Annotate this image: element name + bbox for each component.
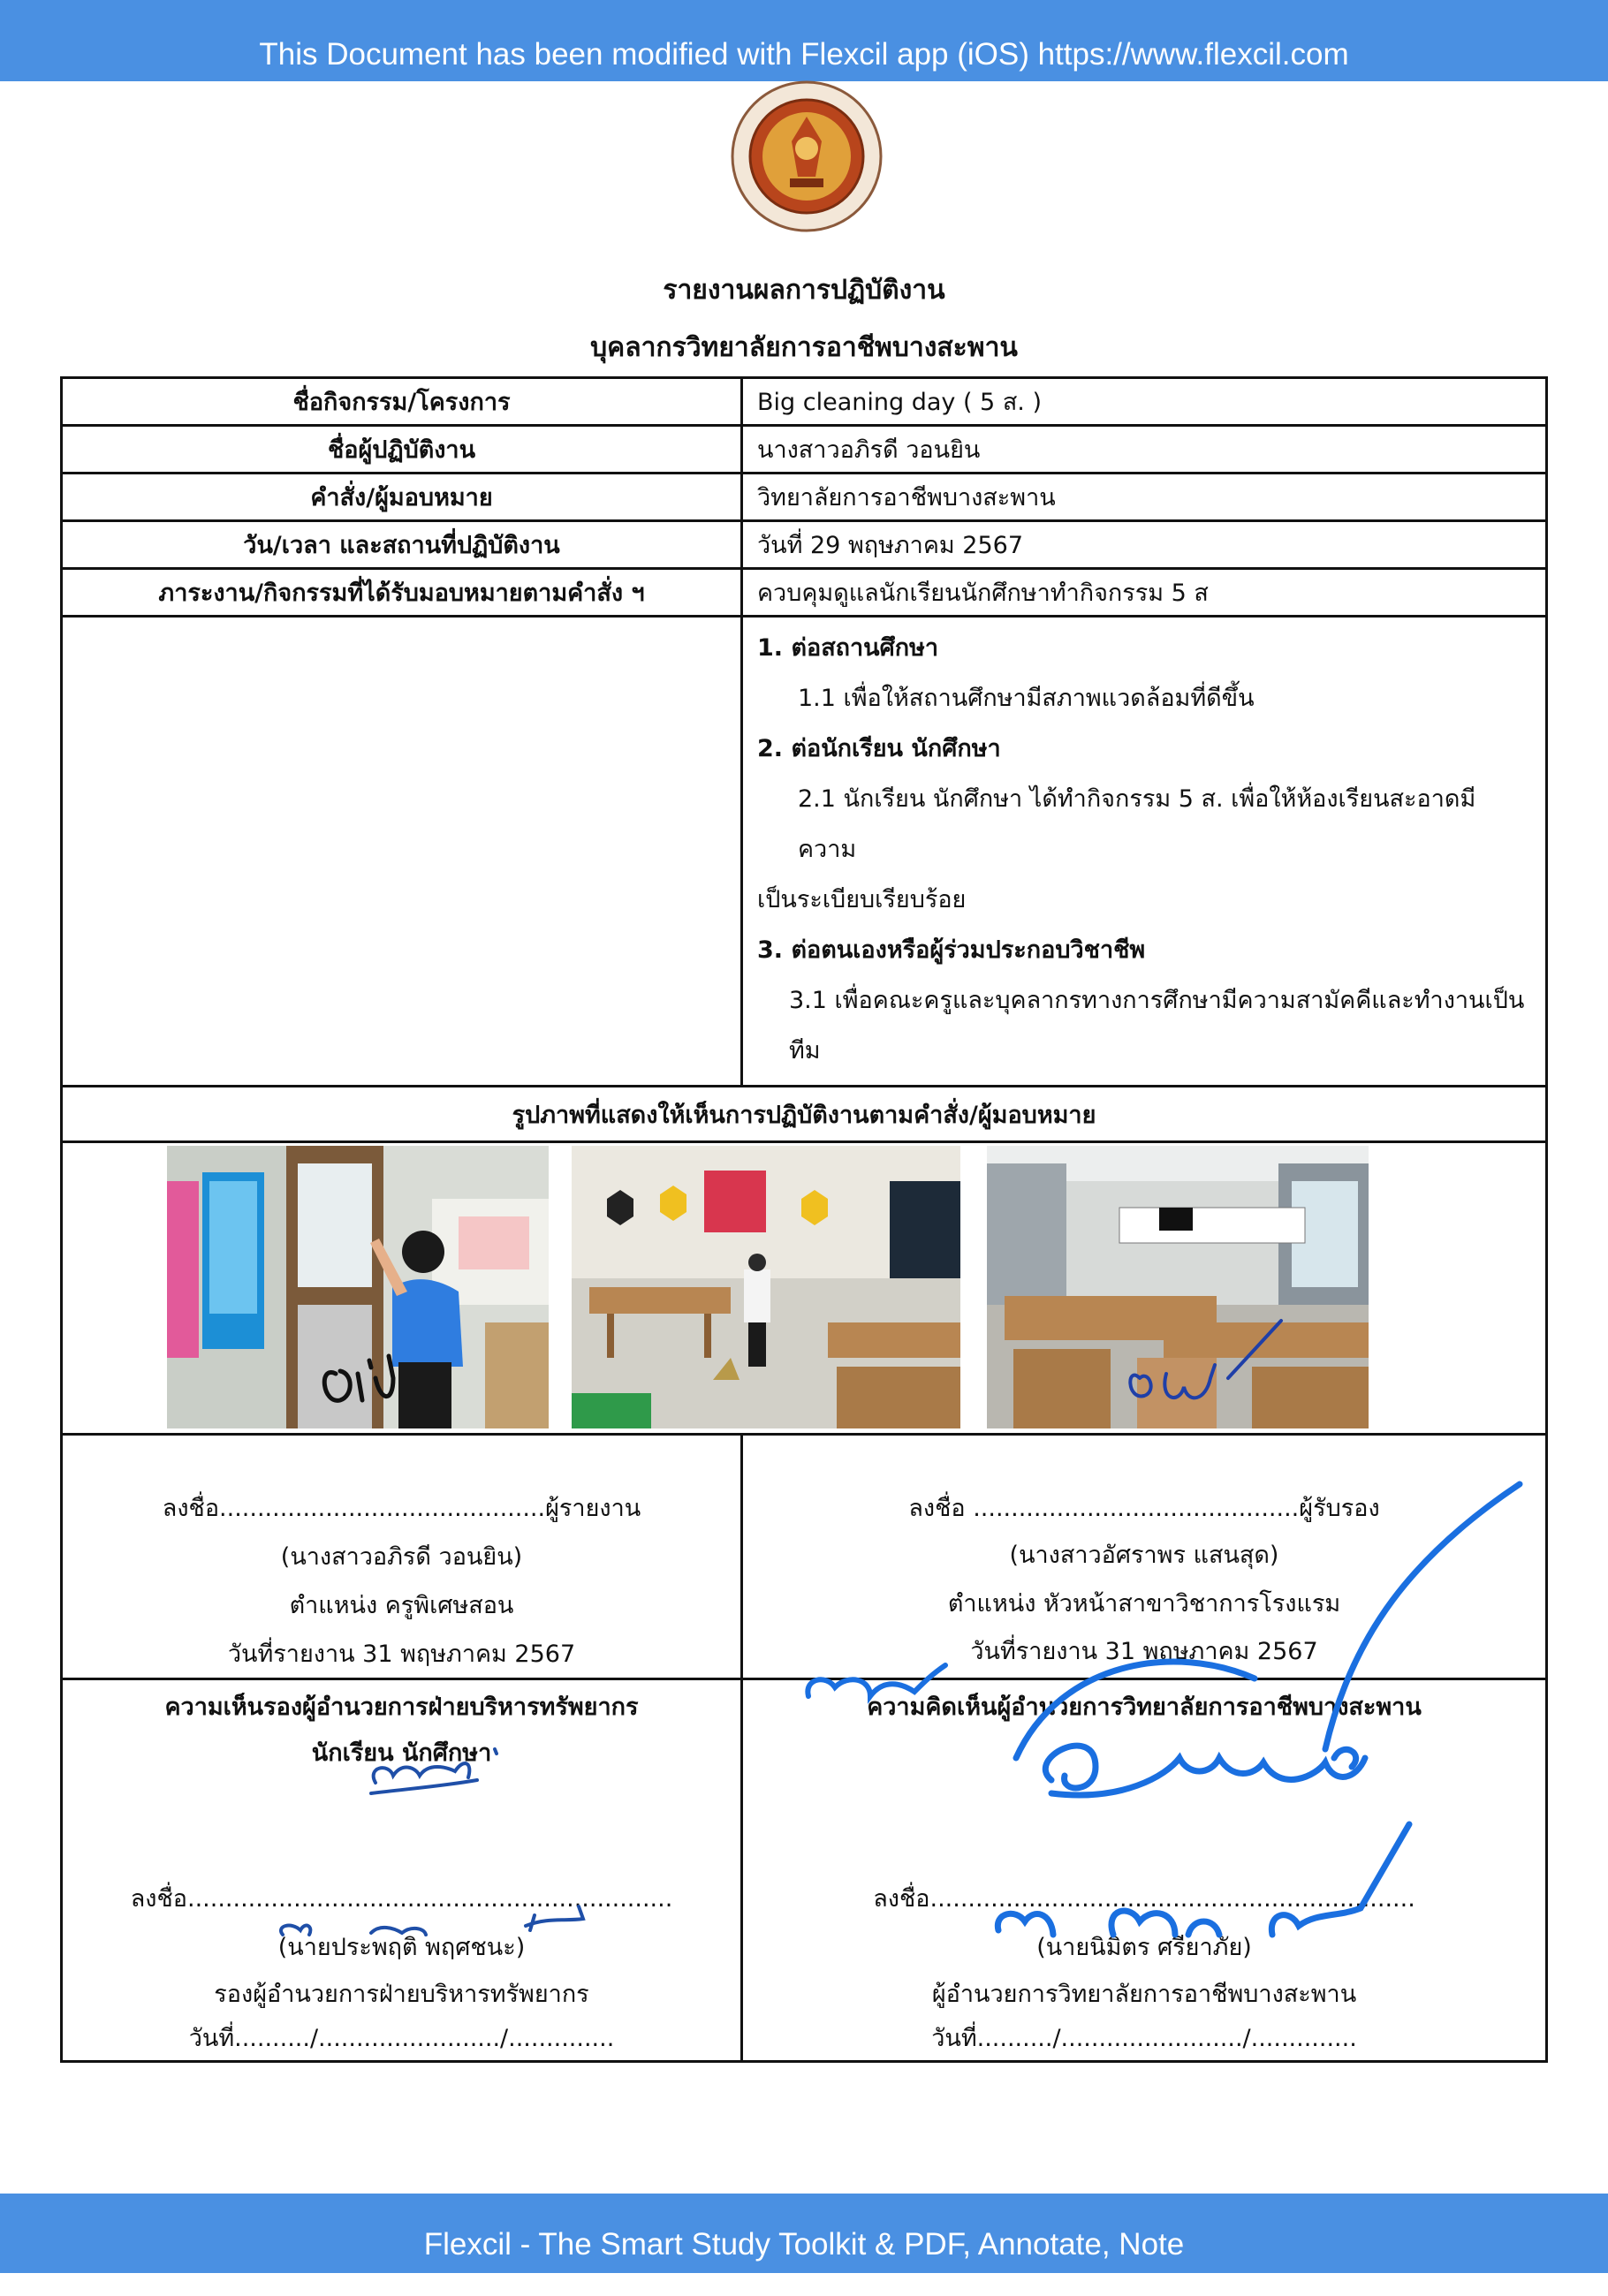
top-banner-text: This Document has been modified with Flexcil app (iOS) https://www.flexcil.com: [259, 37, 1349, 72]
certifier-signature-cell: [742, 1435, 1547, 1679]
assigner-label: คำสั่ง/ผู้มอบหมาย: [62, 474, 742, 521]
certifier-date: วันที่รายงาน 31 พฤษภาคม 2567: [970, 1638, 1318, 1665]
objective-item-2-1-cont: เป็นระเบียบเรียบร้อย: [757, 886, 967, 913]
objectives-row: [62, 617, 1547, 1087]
director-name: (นายนิมิตร ศรียาภัย): [1036, 1934, 1252, 1961]
certifier-name: (นางสาวอัศราพร แสนสุด): [1009, 1542, 1279, 1569]
report-title: รายงานผลการปฏิบัติงาน: [663, 275, 945, 306]
table-row: [62, 521, 1547, 569]
director-sign-line: ลงชื่อ................................................................: [873, 1885, 1415, 1913]
reporter-sign-line: ลงชื่อ...........................................ผู้รายงาน: [162, 1495, 641, 1522]
photos-row: [62, 1142, 1547, 1435]
deputy-position: รองผู้อำนวยการฝ่ายบริหารทรัพยากร: [214, 1981, 589, 2008]
director-date-line: วันที่........../......................../..............: [931, 2025, 1357, 2052]
objective-item-3-1: 3.1 เพื่อคณะครูและบุคลากรทางการศึกษามีความสามัคคีและทำงานเป็นทีม: [789, 987, 1525, 1065]
table-row: [62, 378, 1547, 426]
deputy-date-line: วันที่........../......................../..............: [188, 2025, 615, 2052]
deputy-heading: ความเห็นรองผู้อำนวยการฝ่ายบริหารทรัพยากร: [164, 1694, 639, 1721]
opinion-row: [62, 1679, 1547, 2062]
certifier-sign-line: ลงชื่อ ...........................................ผู้รับรอง: [908, 1495, 1380, 1522]
activity-photo-2: [572, 1146, 960, 1428]
activity-value: Big cleaning day ( 5 ส. ): [742, 378, 1547, 426]
signature-row: [62, 1435, 1547, 1679]
objectives-label-empty: [62, 617, 742, 1087]
reporter-signature-cell: [62, 1435, 742, 1679]
college-seal-logo: [714, 80, 899, 234]
deputy-name: (นายประพฤติ พฤศชนะ): [277, 1934, 526, 1961]
date-place-value: วันที่ 29 พฤษภาคม 2567: [742, 521, 1547, 569]
director-heading: ความคิดเห็นผู้อำนวยการวิทยาลัยการอาชีพบางสะพาน: [867, 1694, 1422, 1721]
activity-photo-1: [167, 1146, 549, 1428]
report-table: [60, 376, 1548, 2063]
task-value: ควบคุมดูแลนักเรียนนักศึกษาทำกิจกรรม 5 ส: [742, 569, 1547, 617]
objective-heading-1: 1. ต่อสถานศึกษา: [757, 634, 939, 662]
activity-photo-3: [987, 1146, 1369, 1428]
table-row: [62, 474, 1547, 521]
bottom-banner-text: Flexcil - The Smart Study Toolkit & PDF, Annotate, Note: [423, 2227, 1185, 2262]
assigner-value: วิทยาลัยการอาชีพบางสะพาน: [742, 474, 1547, 521]
date-place-label: วัน/เวลา และสถานที่ปฏิบัติงาน: [62, 521, 742, 569]
deputy-sign-line: ลงชื่อ................................................................: [130, 1885, 673, 1913]
reporter-position: ตำแหน่ง ครูพิเศษสอน: [289, 1592, 514, 1619]
certifier-position: ตำแหน่ง หัวหน้าสาขาวิชาการโรงแรม: [947, 1590, 1341, 1618]
director-opinion-cell: [742, 1679, 1547, 2062]
task-label: ภาระงาน/กิจกรรมที่ได้รับมอบหมายตามคำสั่ง ฯ: [62, 569, 742, 617]
photos-heading: รูปภาพที่แสดงให้เห็นการปฏิบัติงานตามคำสั่ง/ผู้มอบหมาย: [62, 1087, 1547, 1142]
flexcil-top-banner: [0, 0, 1608, 81]
objectives-cell: [742, 617, 1547, 1087]
worker-label: ชื่อผู้ปฏิบัติงาน: [62, 426, 742, 474]
flexcil-bottom-banner: [0, 2194, 1608, 2273]
reporter-name: (นางสาวอภิรดี วอนยิน): [280, 1543, 523, 1571]
objective-heading-3: 3. ต่อตนเองหรือผู้ร่วมประกอบวิชาชีพ: [757, 936, 1146, 964]
table-row: [62, 569, 1547, 617]
photos-cell: [62, 1142, 1547, 1435]
photos-heading-row: [62, 1087, 1547, 1142]
worker-value: นางสาวอภิรดี วอนยิน: [742, 426, 1547, 474]
reporter-date: วันที่รายงาน 31 พฤษภาคม 2567: [227, 1641, 576, 1668]
deputy-opinion-cell: [62, 1679, 742, 2062]
objective-heading-2: 2. ต่อนักเรียน นักศึกษา: [757, 735, 1001, 762]
report-subtitle: บุคลากรวิทยาลัยการอาชีพบางสะพาน: [590, 332, 1018, 363]
director-position: ผู้อำนวยการวิทยาลัยการอาชีพบางสะพาน: [931, 1981, 1357, 2008]
objective-item-2-1: 2.1 นักเรียน นักศึกษา ได้ทำกิจกรรม 5 ส. เพื่อให้ห้องเรียนสะอาดมีความ: [798, 785, 1476, 863]
deputy-heading-cont: นักเรียน นักศึกษา: [311, 1739, 492, 1767]
table-row: [62, 426, 1547, 474]
activity-label: ชื่อกิจกรรม/โครงการ: [62, 378, 742, 426]
objective-item-1-1: 1.1 เพื่อให้สถานศึกษามีสภาพแวดล้อมที่ดีขึ้น: [798, 685, 1255, 712]
